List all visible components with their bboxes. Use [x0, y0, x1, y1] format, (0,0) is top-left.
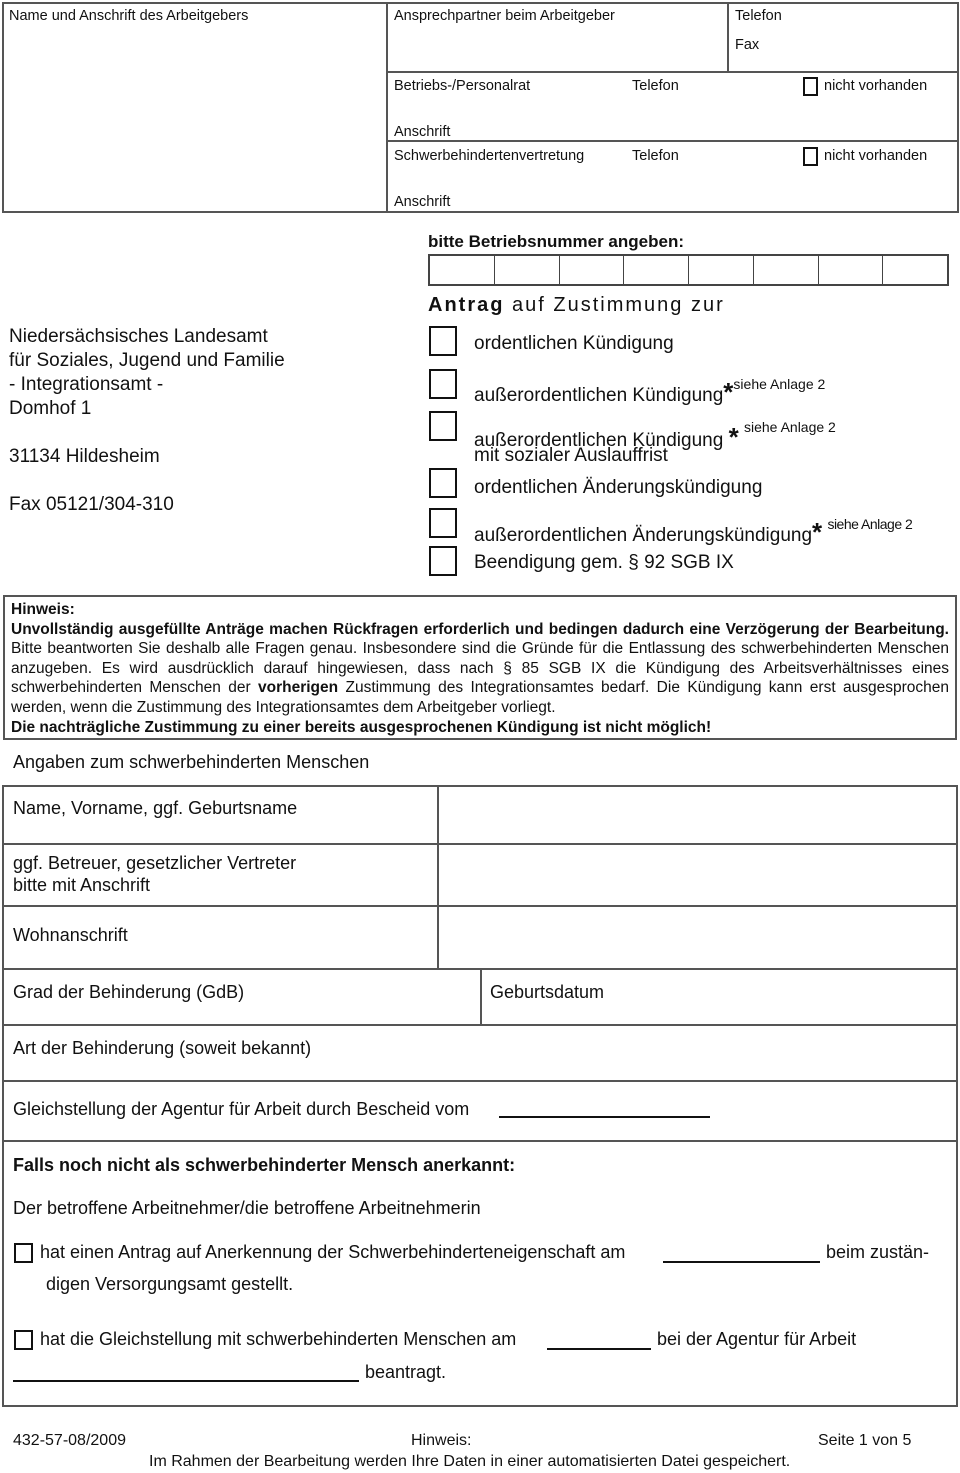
notice-text	[11, 620, 949, 718]
recipient-city: 31134 Hildesheim	[9, 446, 160, 467]
address-label: Wohnanschrift	[13, 925, 128, 945]
divider	[386, 2, 388, 213]
guardian-label: ggf. Betreuer, gesetzlicher Vertreter	[13, 853, 297, 873]
digit-cell[interactable]	[430, 256, 495, 284]
divider	[727, 2, 729, 72]
works-council-phone-label: Telefon	[632, 78, 679, 94]
recipient-line: für Soziales, Jugend und Familie	[9, 350, 285, 371]
betriebsnummer-input[interactable]	[428, 254, 949, 286]
divider	[2, 1080, 958, 1082]
recognition-application-checkbox[interactable]	[14, 1243, 33, 1263]
option1-text: hat einen Antrag auf Anerkennung der Schwerbehinderteneigenschaft am	[40, 1242, 626, 1262]
name-label: Name, Vorname, ggf. Geburtsname	[13, 798, 298, 818]
works-council-label: Betriebs-/Personalrat	[394, 78, 531, 94]
option-label	[474, 516, 912, 548]
recipient-fax: Fax 05121/304-310	[9, 494, 174, 515]
works-council-address-label: Anschrift	[394, 124, 451, 140]
asterisk: *	[728, 422, 739, 452]
annex-note: siehe Anlage 2	[743, 419, 836, 435]
employer-table	[2, 2, 959, 213]
digit-cell[interactable]	[624, 256, 689, 284]
annex-note: siehe Anlage 2	[827, 516, 913, 532]
option-checkbox[interactable]	[429, 326, 457, 356]
option-checkbox[interactable]	[429, 411, 457, 441]
equalization-application-checkbox[interactable]	[14, 1330, 33, 1350]
phone-label: Telefon	[735, 8, 782, 24]
disability-rep-not-present-label: nicht vorhanden	[824, 148, 928, 164]
option2-text: hat die Gleichstellung mit schwerbehinderten Menschen am	[40, 1329, 517, 1349]
disability-rep-not-present-checkbox[interactable]	[803, 147, 818, 166]
digit-cell[interactable]	[495, 256, 560, 284]
disability-rep-address-label: Anschrift	[394, 194, 451, 210]
option-checkbox[interactable]	[429, 468, 457, 498]
address-field[interactable]	[440, 907, 956, 968]
label-text: außerordentlichen Kündigung	[474, 385, 724, 406]
label-text: außerordentlichen Änderungskündigung	[474, 525, 813, 546]
employer-name-label: Name und Anschrift des Arbeitgebers	[9, 8, 249, 24]
application-title	[428, 294, 725, 317]
digit-cell[interactable]	[883, 256, 947, 284]
option1-text-c: digen Versorgungsamt gestellt.	[46, 1274, 294, 1294]
notice-body: Bitte beantworten Sie deshalb alle Fragen genau. Insbesondere sind die Gründe für die Entlassung des schwerbehinderten Menschen anzugeben. Es wird ausdrücklich darauf hingewiesen, dass nach § 85 SGB IX die Kündigung des Arbeitsverhältnisses eines schwerbehinderten Menschen der	[11, 640, 949, 697]
equalization-label: Gleichstellung der Agentur für Arbeit durch Bescheid vom	[13, 1099, 470, 1119]
notice-bold: Unvollständig ausgefüllte Anträge machen Rückfragen erforderlich und bedingen dadurch eine Verzögerung der Bearbeitung.	[11, 620, 949, 638]
title-bold: Antrag	[428, 294, 505, 316]
betriebsnummer-label: bitte Betriebsnummer angeben:	[428, 232, 684, 251]
recognition-date-field[interactable]	[663, 1261, 820, 1263]
works-council-not-present-checkbox[interactable]	[803, 77, 818, 96]
birthdate-label: Geburtsdatum	[490, 982, 605, 1002]
footer-hint-label: Hinweis:	[411, 1432, 472, 1449]
fax-label: Fax	[735, 37, 760, 53]
digit-cell[interactable]	[754, 256, 819, 284]
label-text: außerordentlichen Kündigung	[474, 430, 724, 451]
option-label: Beendigung gem. § 92 SGB IX	[474, 552, 734, 573]
option2-text-b: bei der Agentur für Arbeit	[657, 1329, 857, 1349]
disability-rep-phone-label: Telefon	[632, 148, 679, 164]
option-checkbox[interactable]	[429, 508, 457, 538]
option1-text-b: beim zustän-	[826, 1242, 930, 1262]
divider	[2, 1140, 958, 1142]
annex-note: siehe Anlage 2	[733, 376, 826, 392]
option-label-continued: mit sozialer Auslauffrist	[474, 445, 668, 466]
equalization-agency-field[interactable]	[13, 1380, 359, 1382]
option-label: ordentlichen Kündigung	[474, 333, 674, 354]
guardian-field[interactable]	[440, 845, 956, 905]
notice-body: Zustimmung des Integrationsamtes bedarf. Die Kündigung kann erst ausgesprochen werden, wenn die Zustimmung des Integrationsamtes dem Arbeitgeber vorliegt.	[11, 679, 949, 716]
disability-type-label: Art der Behinderung (soweit bekannt)	[13, 1038, 312, 1058]
title-rest: auf Zustimmung zur	[512, 294, 725, 316]
divider	[386, 140, 959, 142]
divider	[480, 968, 482, 1025]
asterisk: *	[812, 517, 823, 547]
contact-label: Ansprechpartner beim Arbeitgeber	[394, 8, 615, 24]
form-number: 432-57-08/2009	[13, 1432, 126, 1449]
equalization-application-date-field[interactable]	[547, 1348, 651, 1350]
option2-text-c: beantragt.	[365, 1362, 447, 1382]
employee-label: Der betroffene Arbeitnehmer/die betroffene Arbeitnehmerin	[13, 1198, 481, 1218]
gdb-label: Grad der Behinderung (GdB)	[13, 982, 245, 1002]
not-recognized-heading: Falls noch nicht als schwerbehinderter Mensch anerkannt:	[13, 1155, 516, 1175]
guardian-label-2: bitte mit Anschrift	[13, 875, 151, 895]
digit-cell[interactable]	[819, 256, 884, 284]
notice-bold: vorherigen	[258, 679, 339, 697]
notice-box	[3, 595, 957, 740]
digit-cell[interactable]	[560, 256, 625, 284]
recipient-line: Domhof 1	[9, 398, 92, 419]
works-council-not-present-label: nicht vorhanden	[824, 78, 928, 94]
page-number: Seite 1 von 5	[818, 1432, 912, 1449]
asterisk: *	[723, 377, 734, 407]
divider	[386, 71, 959, 73]
person-heading: Angaben zum schwerbehinderten Menschen	[13, 752, 370, 772]
privacy-notice: Im Rahmen der Bearbeitung werden Ihre Daten in einer automatisierten Datei gespeichert.	[149, 1453, 791, 1470]
option-checkbox[interactable]	[429, 546, 457, 576]
divider	[437, 785, 439, 969]
notice-warning: Die nachträgliche Zustimmung zu einer bereits ausgesprochenen Kündigung ist nicht möglich!	[11, 718, 712, 736]
recipient-line: Niedersächsisches Landesamt	[9, 326, 268, 347]
digit-cell[interactable]	[689, 256, 754, 284]
disability-rep-label: Schwerbehindertenvertretung	[394, 148, 585, 164]
option-checkbox[interactable]	[429, 369, 457, 399]
name-field[interactable]	[440, 787, 956, 843]
equalization-date-field[interactable]	[499, 1116, 710, 1118]
option-label	[474, 376, 825, 408]
notice-heading: Hinweis:	[11, 601, 75, 618]
recipient-line: - Integrationsamt -	[9, 374, 164, 395]
option-label: ordentlichen Änderungskündigung	[474, 477, 763, 498]
